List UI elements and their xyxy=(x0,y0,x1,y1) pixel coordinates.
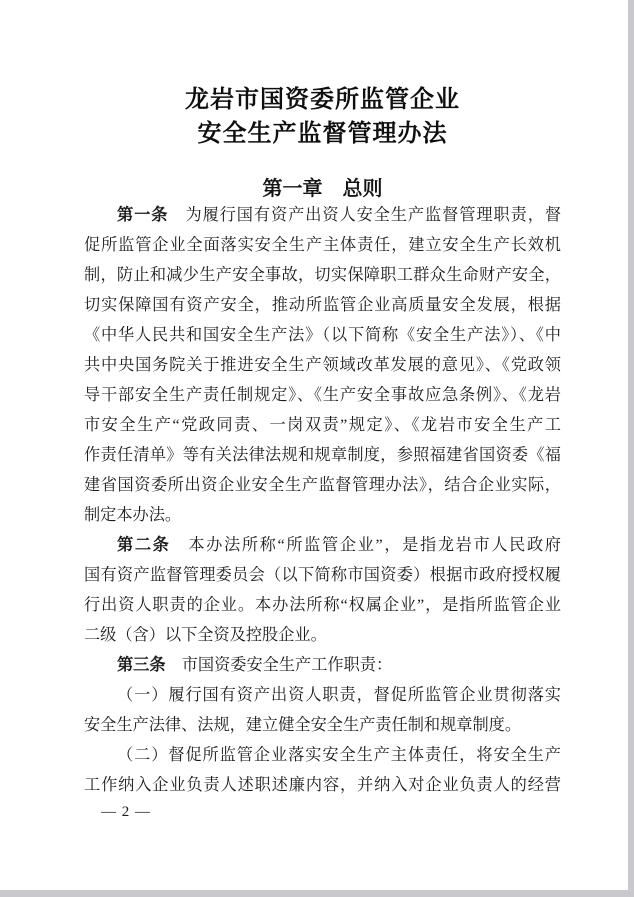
line-text: 作责任清单》等有关法律法规和规章制度，参照福建省国资委《福 xyxy=(84,446,561,464)
paragraph-line xyxy=(84,500,561,530)
page-edge-right xyxy=(628,0,634,897)
paragraph-line xyxy=(84,290,561,320)
line-text: 工作纳入企业负责人述职述廉内容，并纳入对企业负责人的经营 xyxy=(84,776,561,794)
paragraph-line xyxy=(84,560,561,590)
paragraph-line xyxy=(84,770,561,800)
line-text: 建省国资委所出资企业安全生产监督管理办法》，结合企业实际， xyxy=(84,476,561,494)
paragraph-line xyxy=(84,260,561,290)
line-text: 二级（含）以下全资及控股企业。 xyxy=(84,626,327,644)
paragraph-line xyxy=(84,740,561,770)
line-text: 切实保障国有资产安全，推动所监管企业高质量安全发展，根据 xyxy=(84,296,561,314)
line-text: 行出资人职责的企业。本办法所称“权属企业”，是指所监管企业 xyxy=(84,596,561,614)
paragraph-line xyxy=(84,380,561,410)
document-title-line-2: 安全生产监督管理办法 xyxy=(197,121,448,147)
document-title xyxy=(84,83,561,151)
paragraph-line xyxy=(84,440,561,470)
paragraph-line xyxy=(84,590,561,620)
paragraph-line xyxy=(84,650,561,680)
line-text: 国有资产监督管理委员会（以下简称市国资委）根据市政府授权履 xyxy=(84,566,561,584)
paragraph-line xyxy=(84,680,561,710)
page-number: — 2 — xyxy=(101,804,151,820)
paragraph-line xyxy=(84,620,561,650)
line-text: （一）履行国有资产出资人职责，督促所监管企业贯彻落实 xyxy=(117,686,561,704)
article-number: 第二条 xyxy=(117,536,171,554)
paragraph-line xyxy=(84,710,561,740)
line-text: 制定本办法。 xyxy=(84,506,182,524)
paragraph-line xyxy=(84,200,561,230)
chapter-heading: 第一章 总则 xyxy=(262,178,383,200)
page-content xyxy=(84,83,561,800)
line-text: 导干部安全生产责任制规定》、《生产安全事故应急条例》、《龙岩 xyxy=(84,386,561,404)
paragraph-line xyxy=(84,320,561,350)
line-text: 市安全生产“党政同责、一岗双责”规定》、《龙岩市安全生产工 xyxy=(84,416,561,434)
line-text: 制，防止和减少生产安全事故，切实保障职工群众生命财产安全， xyxy=(84,266,561,284)
line-text: 安全生产法律、法规，建立健全安全生产责任制和规章制度。 xyxy=(84,716,522,734)
line-text: 市国资委安全生产工作职责： xyxy=(165,656,393,674)
paragraph-line xyxy=(84,230,561,260)
paragraph-line xyxy=(84,350,561,380)
article-number: 第三条 xyxy=(117,656,166,674)
paragraph-line xyxy=(84,470,561,500)
line-text: 共中央国务院关于推进安全生产领域改革发展的意见》、《党政领 xyxy=(84,356,561,374)
document-body xyxy=(84,200,561,800)
page-edge-bottom xyxy=(0,890,634,897)
paragraph-line xyxy=(84,410,561,440)
line-text: 本办法所称“所监管企业”，是指龙岩市人民政府 xyxy=(170,536,561,554)
paragraph-line xyxy=(84,530,561,560)
article-number: 第一条 xyxy=(117,206,169,224)
document-title-line-1: 龙岩市国资委所监管企业 xyxy=(185,87,460,113)
line-text: 为履行国有资产出资人安全生产监督管理职责，督 xyxy=(168,206,562,224)
line-text: 促所监管企业全面落实安全生产主体责任，建立安全生产长效机 xyxy=(84,236,561,254)
line-text: （二）督促所监管企业落实安全生产主体责任，将安全生产 xyxy=(117,746,561,764)
line-text: 《中华人民共和国安全生产法》（以下简称《安全生产法》）、《中 xyxy=(84,326,561,344)
